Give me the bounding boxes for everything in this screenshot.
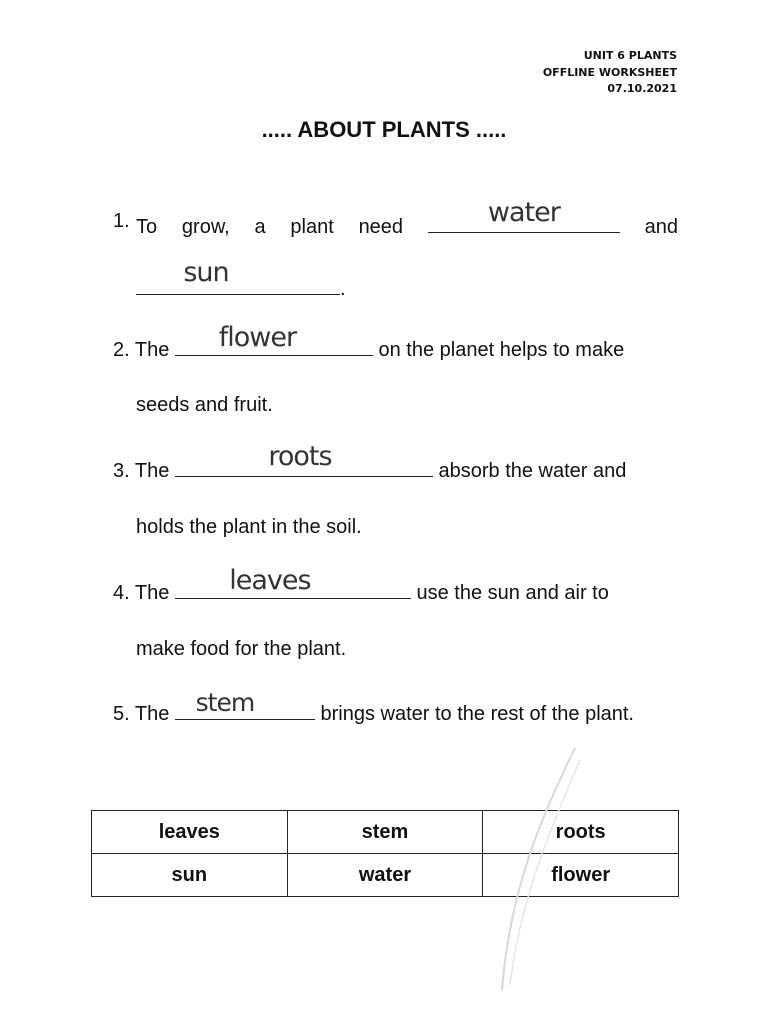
- question-2: [113, 322, 625, 362]
- question-text: The: [134, 703, 170, 725]
- question-text: The: [134, 582, 170, 604]
- question-text: brings water to the rest of the plant.: [320, 703, 634, 725]
- word-bank-cell: flower: [483, 854, 679, 897]
- question-1-line-2: [136, 257, 346, 301]
- question-number: 5.: [113, 703, 130, 725]
- question-word: a: [254, 216, 266, 238]
- handwritten-answer: sun: [183, 257, 229, 288]
- answer-blank[interactable]: [428, 197, 620, 233]
- word-bank-cell: roots: [483, 811, 679, 854]
- table-row: [92, 854, 679, 897]
- question-text: The: [134, 339, 170, 361]
- question-number: 4.: [113, 582, 130, 604]
- word-bank-cell: sun: [92, 854, 288, 897]
- question-word: and: [644, 216, 678, 238]
- unit-label: UNIT 6 PLANTS: [583, 49, 677, 62]
- handwritten-answer: roots: [268, 441, 332, 472]
- question-3: [113, 441, 627, 483]
- question-text: on the planet helps to make: [378, 339, 625, 361]
- question-4-line-2: make food for the plant.: [136, 638, 347, 660]
- page-title: ..... ABOUT PLANTS .....: [261, 117, 507, 142]
- question-3-line-2: holds the plant in the soil.: [136, 516, 362, 538]
- table-row: [92, 811, 679, 854]
- question-number: 1.: [113, 210, 130, 232]
- question-number: 2.: [113, 339, 130, 361]
- pencil-stroke-mark: [480, 740, 590, 1000]
- question-1-line-1: [136, 197, 678, 239]
- handwritten-answer: water: [487, 197, 560, 228]
- word-bank-table: [91, 810, 679, 897]
- word-bank-cell: stem: [287, 811, 483, 854]
- word-bank-cell: water: [287, 854, 483, 897]
- question-text: use the sun and air to: [416, 582, 609, 604]
- worksheet-date: 07.10.2021: [607, 82, 677, 95]
- question-word: grow,: [181, 216, 230, 238]
- answer-blank[interactable]: [175, 322, 373, 356]
- question-text: absorb the water and: [438, 460, 627, 482]
- worksheet-type: OFFLINE WORKSHEET: [542, 65, 677, 79]
- question-number: 3.: [113, 460, 130, 482]
- handwritten-answer: flower: [218, 322, 297, 353]
- sentence-end: .: [340, 278, 346, 300]
- question-word: plant: [290, 216, 334, 238]
- question-word: need: [358, 216, 404, 238]
- handwritten-answer: stem: [195, 688, 255, 717]
- answer-blank[interactable]: [175, 565, 411, 599]
- question-4: [113, 565, 609, 605]
- word-bank-cell: leaves: [92, 811, 288, 854]
- answer-blank[interactable]: [136, 257, 340, 295]
- question-5: [113, 688, 634, 726]
- worksheet-header: [543, 48, 677, 98]
- answer-blank[interactable]: [175, 441, 433, 477]
- answer-blank[interactable]: [175, 688, 315, 720]
- question-text: The: [134, 460, 170, 482]
- question-word: To: [136, 216, 158, 238]
- question-2-line-2: seeds and fruit.: [136, 394, 273, 416]
- handwritten-answer: leaves: [229, 565, 311, 596]
